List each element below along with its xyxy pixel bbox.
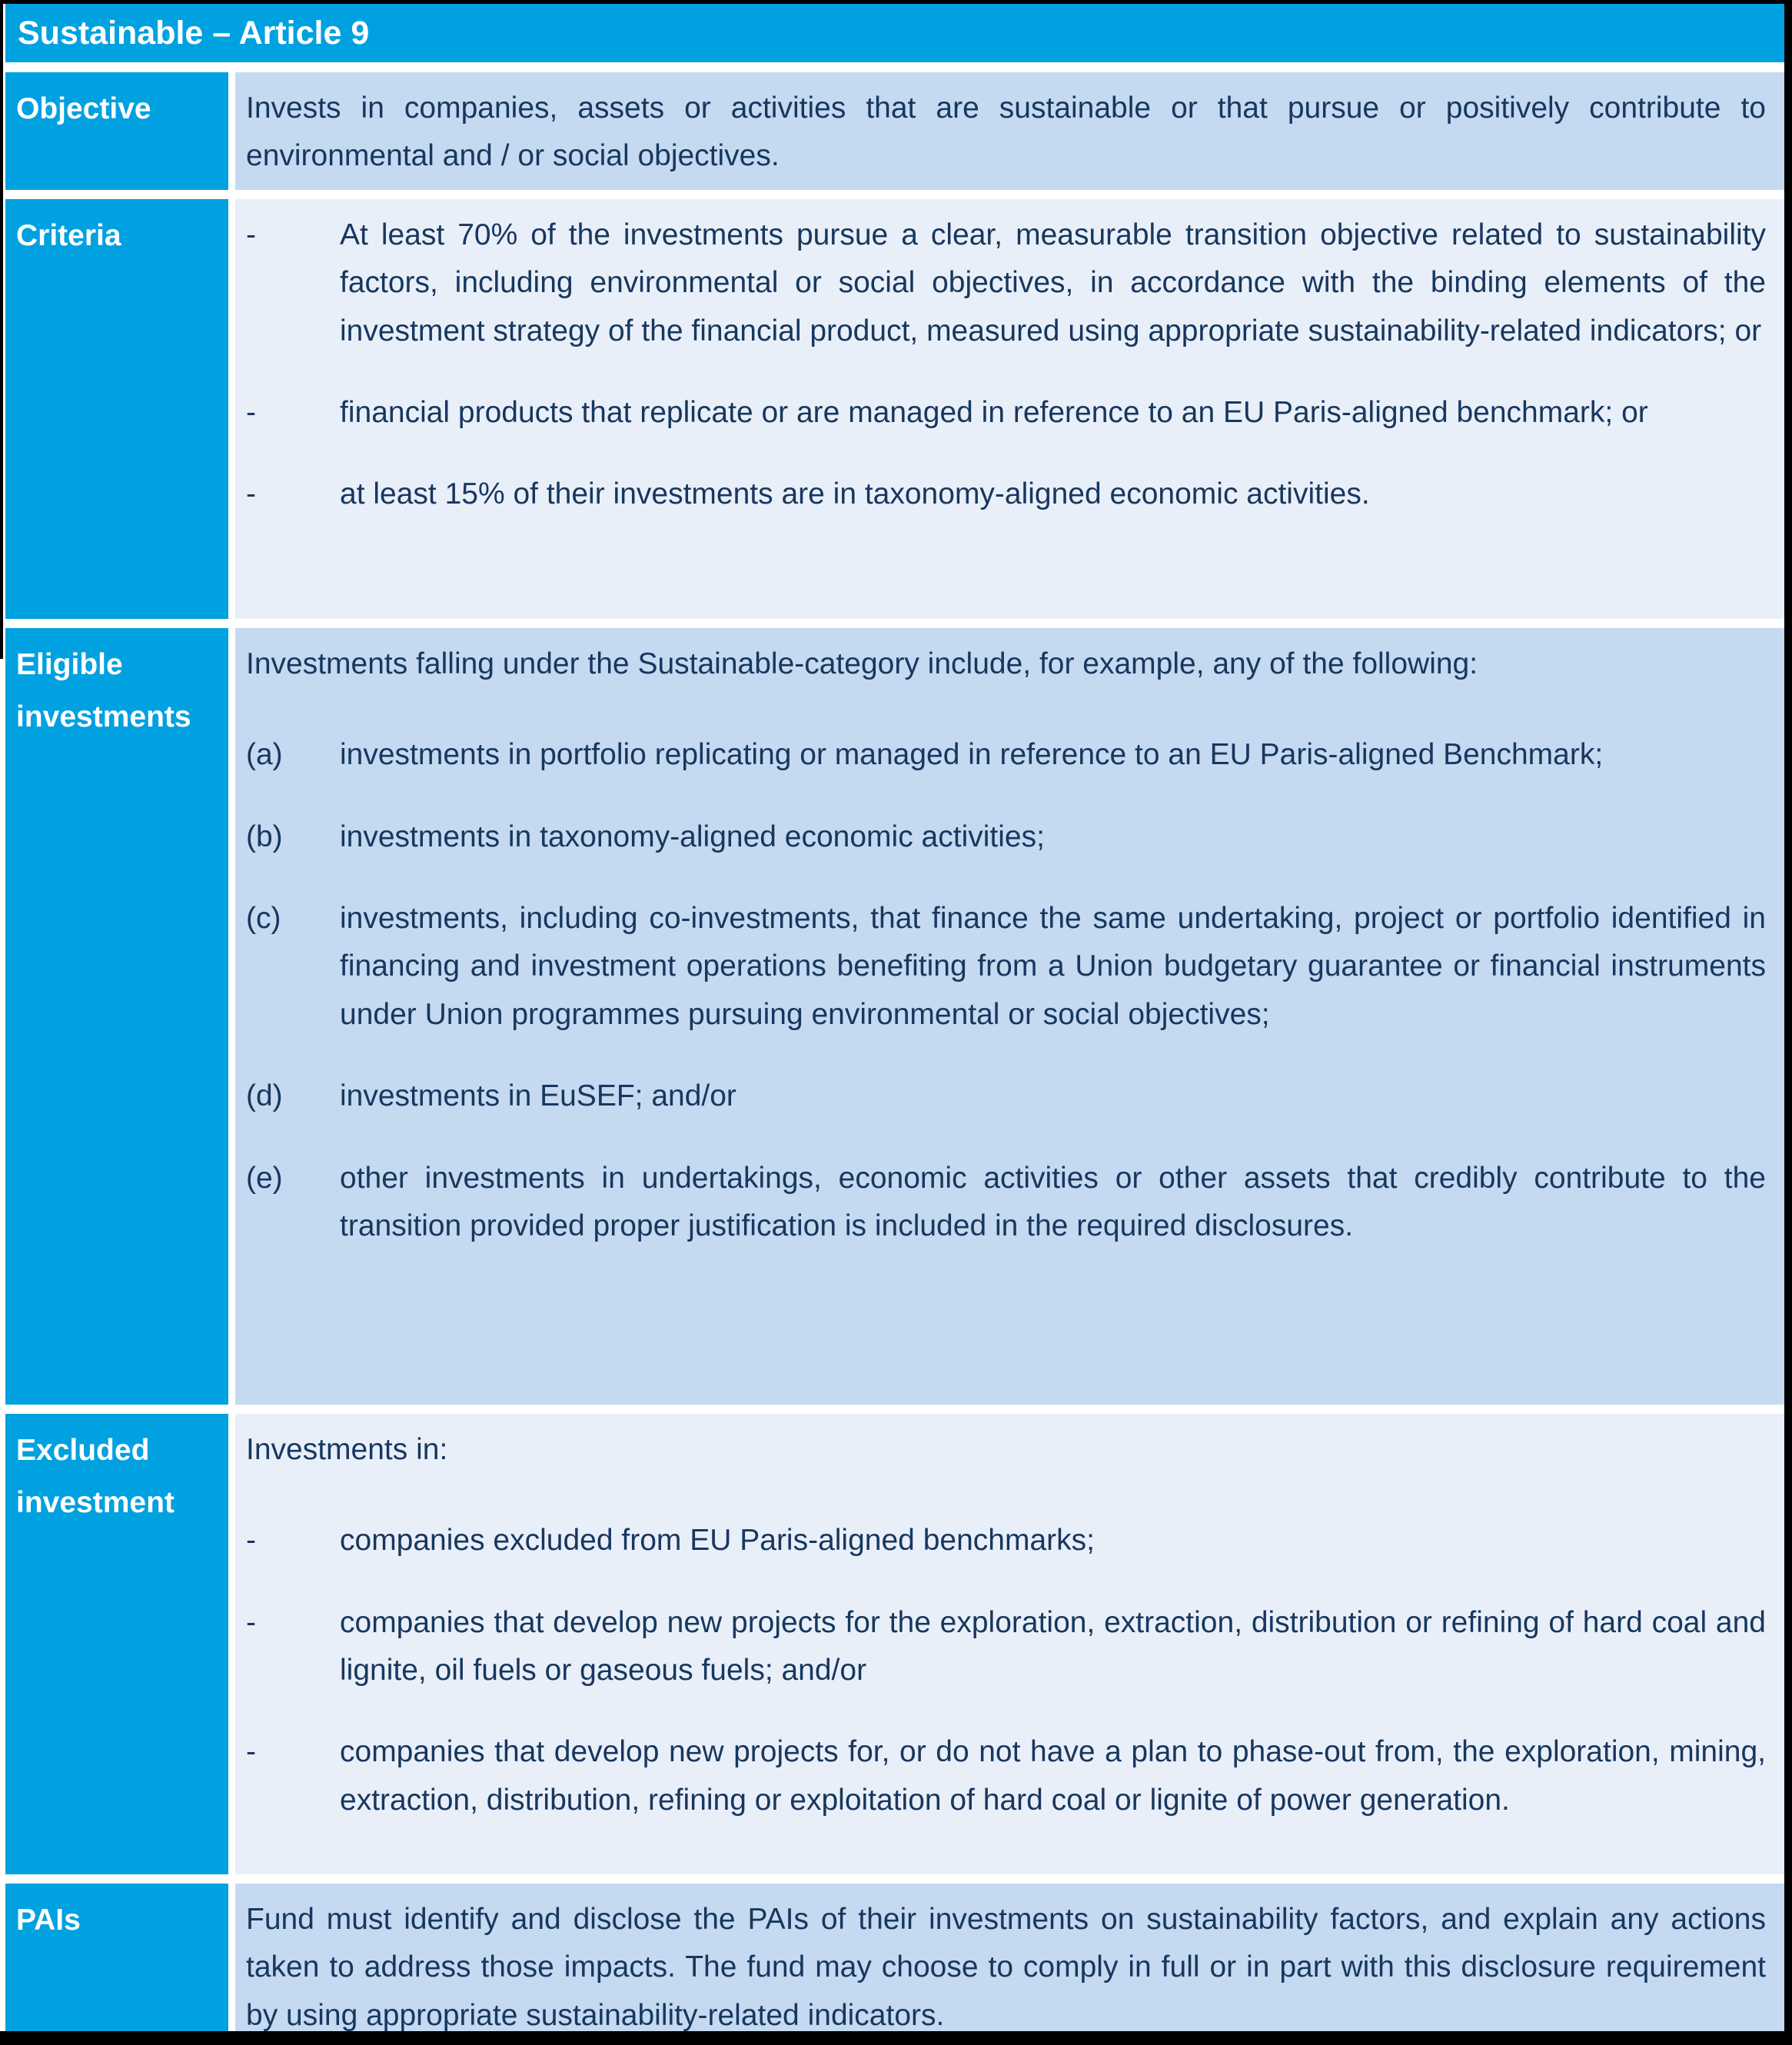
list-marker: - (246, 1605, 256, 1639)
list-item (246, 1155, 1766, 1251)
list-item (246, 1517, 1766, 1565)
list-item-text: at least 15% of their investments are in taxonomy-aligned economic activities. (340, 477, 1370, 511)
list-item (246, 211, 1766, 355)
row-content-cell (235, 199, 1784, 619)
row-content-cell (235, 72, 1784, 190)
list-item-text: companies that develop new projects for, or do not have a plan to phase-out from, the exploration, mining, extraction, distribution, refining or exploitation of hard coal or lignite of power generation. (340, 1735, 1766, 1817)
row-intro-text: Investments falling under the Sustainable-category include, for example, any of the following: (246, 647, 1478, 680)
list-marker: - (246, 395, 256, 429)
table-title: Sustainable – Article 9 (18, 14, 370, 52)
list-item (246, 895, 1766, 1039)
row-label-cell (5, 628, 228, 1405)
table-row (5, 72, 1784, 190)
list-item-text: investments, including co-investments, that finance the same undertaking, project or portfolio identified in financing and investment operations benefiting from a Union budgetary guarantee or financial instruments under Union programmes pursuing environmental or social objectives; (340, 901, 1766, 1031)
list-item-text: companies that develop new projects for the exploration, extraction, distribution or refining of hard coal and lignite, oil fuels or gaseous fuels; and/or (340, 1605, 1766, 1687)
list-marker: (d) (246, 1079, 283, 1113)
table-row (5, 1414, 1784, 1874)
list-item-text: financial products that replicate or are managed in reference to an EU Paris-aligned benchmark; or (340, 395, 1648, 429)
list-item-text: other investments in undertakings, economic activities or other assets that credibly contribute to the transition provided proper justification is included in the required disclosures. (340, 1161, 1766, 1242)
row-content-cell (235, 628, 1784, 1405)
list-item (246, 1599, 1766, 1695)
row-label-cell (5, 199, 228, 619)
table-inner (5, 4, 1784, 2045)
row-label: PAIs (16, 1903, 81, 1937)
list-marker: - (246, 477, 256, 511)
row-label-cell (5, 1414, 228, 1874)
row-content-cell (235, 1414, 1784, 1874)
left-border-strip (0, 4, 3, 659)
list-marker: - (246, 218, 256, 251)
row-paragraph: Fund must identify and disclose the PAIs of their investments on sustainability factors, and explain any actions taken to address those impacts. The fund may choose to comply in full or in part with this disclosure requirement by using appropriate sustainability-related indicators. (246, 1902, 1766, 2032)
list-item (246, 1728, 1766, 1824)
table-rows (5, 72, 1784, 2045)
row-intro-text: Investments in: (246, 1432, 448, 1466)
list-marker: (b) (246, 820, 283, 853)
list-marker: - (246, 1735, 256, 1769)
list-item (246, 471, 1766, 518)
row-label: Excluded investment (16, 1433, 175, 1520)
list-marker: (e) (246, 1161, 283, 1195)
list-marker: (c) (246, 901, 281, 935)
row-paragraph: Invests in companies, assets or activities that are sustainable or that pursue or positively contribute to environmental and / or social objectives. (246, 91, 1766, 173)
list-item-text: At least 70% of the investments pursue a clear, measurable transition objective related to sustainability factors, including environmental or social objectives, in accordance with the binding elements of the investment strategy of the financial product, measured using appropriate sustainability-related indicators; or (340, 218, 1766, 347)
row-label: Objective (16, 92, 151, 125)
row-label: Eligible investments (16, 647, 191, 734)
list-item (246, 813, 1766, 861)
list-marker: - (246, 1524, 256, 1558)
table-title-bar (5, 4, 1784, 62)
row-label-cell (5, 72, 228, 190)
table-row (5, 1884, 1784, 2045)
row-label: Criteria (16, 218, 121, 252)
list-item (246, 731, 1766, 779)
list-item-text: companies excluded from EU Paris-aligned benchmarks; (340, 1524, 1095, 1558)
list-item (246, 1072, 1766, 1120)
table-row (5, 628, 1784, 1405)
row-content-cell (235, 1884, 1784, 2045)
list-item-text: investments in portfolio replicating or managed in reference to an EU Paris-aligned Benchmark; (340, 738, 1604, 772)
list-item-text: investments in EuSEF; and/or (340, 1079, 736, 1113)
list-item-text: investments in taxonomy-aligned economic activities; (340, 820, 1045, 853)
table-row (5, 199, 1784, 619)
list-marker: (a) (246, 738, 283, 772)
list-item (246, 389, 1766, 437)
row-label-cell (5, 1884, 228, 2045)
